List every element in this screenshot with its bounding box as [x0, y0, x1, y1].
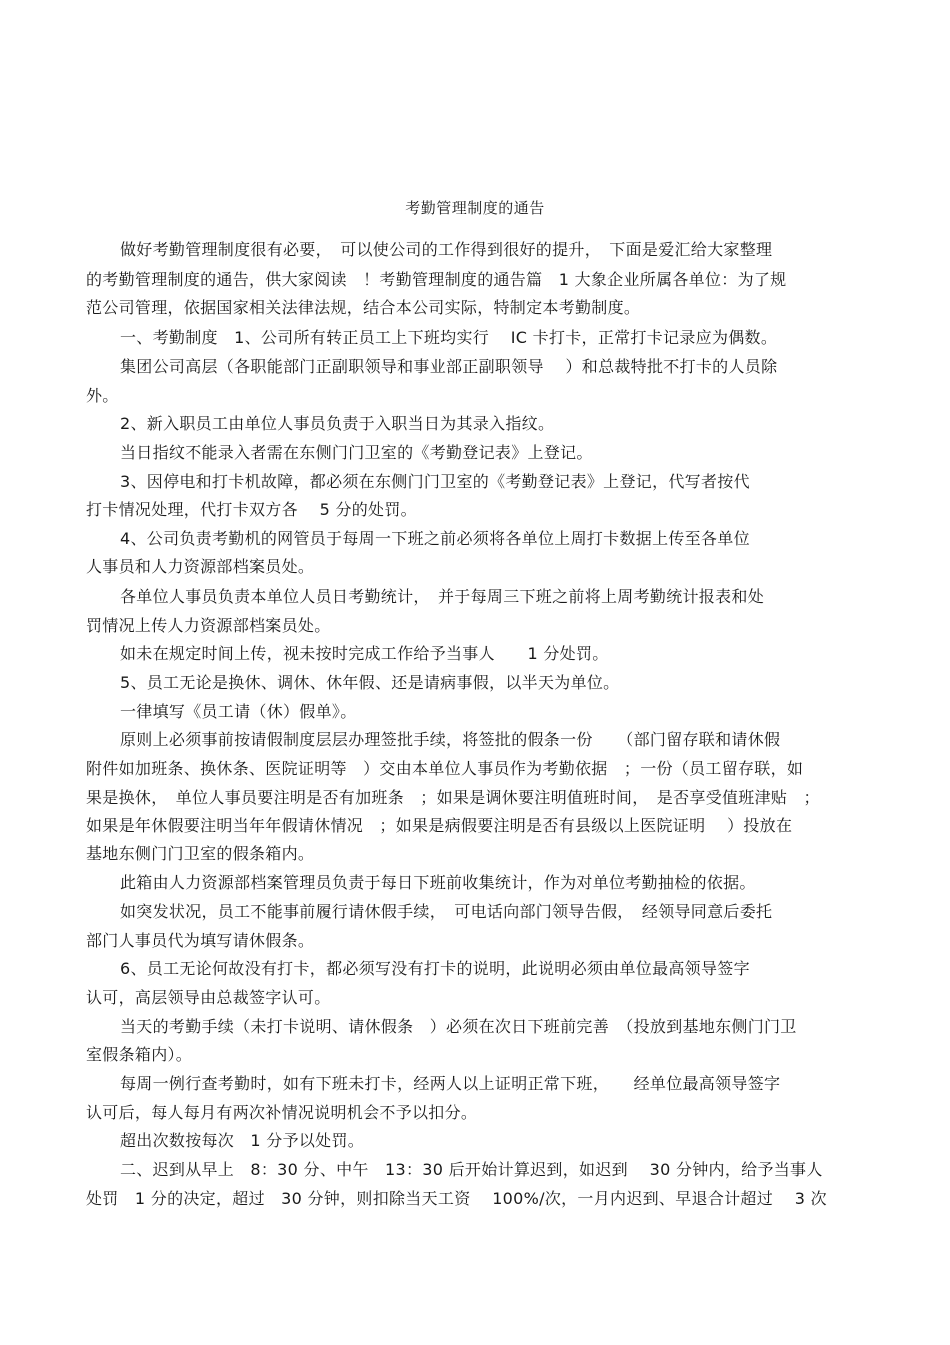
paragraph-line: 当天的考勤手续（未打卡说明、请休假条 ）必须在次日下班前完善 （投放到基地东侧门门卫: [120, 1017, 797, 1036]
paragraph-line: 部门人事员代为填写请休假条。: [86, 931, 315, 950]
paragraph-line: 附件如加班条、换休条、医院证明等 ）交由本单位人事员作为考勤依据 ；一份（员工留存联，如: [86, 759, 804, 778]
paragraph-line: 做好考勤管理制度很有必要， 可以使公司的工作得到很好的提升， 下面是爱汇给大家整理: [120, 240, 773, 259]
paragraph-line: 当日指纹不能录入者需在东侧门门卫室的《考勤登记表》上登记。: [120, 443, 593, 462]
paragraph-line: 原则上必须事前按请假制度层层办理签批手续，将签批的假条一份 （部门留存联和请休假: [120, 730, 781, 749]
paragraph-line: 如未在规定时间上传，视未按时完成工作给予当事人 1 分处罚。: [120, 644, 609, 663]
paragraph-line: 二、迟到从早上 8：30 分、中午 13：30 后开始计算迟到，如迟到 30 分钟内，给予当事人: [120, 1160, 823, 1179]
paragraph-line: 每周一例行查考勤时，如有下班未打卡，经两人以上证明正常下班， 经单位最高领导签字: [120, 1074, 781, 1093]
paragraph-line: 一律填写《员工请（休）假单》。: [120, 702, 357, 721]
paragraph-line: 基地东侧门门卫室的假条箱内。: [86, 844, 315, 863]
paragraph-line: 处罚 1 分的决定，超过 30 分钟，则扣除当天工资 100%/次，一月内迟到、早退合计超过 3 次: [86, 1189, 827, 1208]
paragraph-line: 室假条箱内）。: [86, 1045, 193, 1064]
paragraph-line: 范公司管理，依据国家相关法律法规，结合本公司实际，特制定本考勤制度。: [86, 298, 641, 317]
paragraph-line: 2、新入职员工由单位人事员负责于入职当日为其录入指纹。: [120, 414, 555, 433]
paragraph-line: 认可，高层领导由总裁签字认可。: [86, 988, 331, 1007]
paragraph-line: 打卡情况处理，代打卡双方各 5 分的处罚。: [86, 500, 417, 519]
paragraph-line: 超出次数按每次 1 分予以处罚。: [120, 1131, 365, 1150]
paragraph-line: 罚情况上传人力资源部档案员处。: [86, 616, 331, 635]
paragraph-line: 的考勤管理制度的通告，供大家阅读 ！考勤管理制度的通告篇 1 大象企业所属各单位：为了规: [86, 270, 787, 289]
paragraph-line: 6、员工无论何故没有打卡，都必须写没有打卡的说明，此说明必须由单位最高领导签字: [120, 959, 750, 978]
paragraph-line: 集团公司高层（各职能部门正副职领导和事业部正副职领导 ）和总裁特批不打卡的人员除: [120, 357, 778, 376]
paragraph-line: 各单位人事员负责本单位人员日考勤统计， 并于每周三下班之前将上周考勤统计报表和处: [120, 587, 765, 606]
paragraph-line: 如突发状况，员工不能事前履行请休假手续， 可电话向部门领导告假， 经领导同意后委托: [120, 902, 773, 921]
document-title: 考勤管理制度的通告: [405, 199, 545, 217]
paragraph-line: 一、考勤制度 1、公司所有转正员工上下班均实行 IC 卡打卡，正常打卡记录应为偶数。: [120, 328, 778, 347]
paragraph-line: 此箱由人力资源部档案管理员负责于每日下班前收集统计，作为对单位考勤抽检的依据。: [120, 873, 756, 892]
paragraph-line: 认可后，每人每月有两次补情况说明机会不予以扣分。: [86, 1103, 478, 1122]
paragraph-line: 外。: [86, 386, 119, 405]
paragraph-line: 果是换休， 单位人事员要注明是否有加班条 ；如果是调休要注明值班时间， 是否享受值班津贴 ；: [86, 788, 820, 807]
paragraph-line: 4、公司负责考勤机的网管员于每周一下班之前必须将各单位上周打卡数据上传至各单位: [120, 529, 750, 548]
paragraph-line: 3、因停电和打卡机故障，都必须在东侧门门卫室的《考勤登记表》上登记，代写者按代: [120, 472, 750, 491]
paragraph-line: 如果是年休假要注明当年年假请休情况 ；如果是病假要注明是否有县级以上医院证明 ）投放在: [86, 816, 793, 835]
paragraph-line: 人事员和人力资源部档案员处。: [86, 557, 315, 576]
paragraph-line: 5、员工无论是换休、调休、休年假、还是请病事假，以半天为单位。: [120, 673, 620, 692]
